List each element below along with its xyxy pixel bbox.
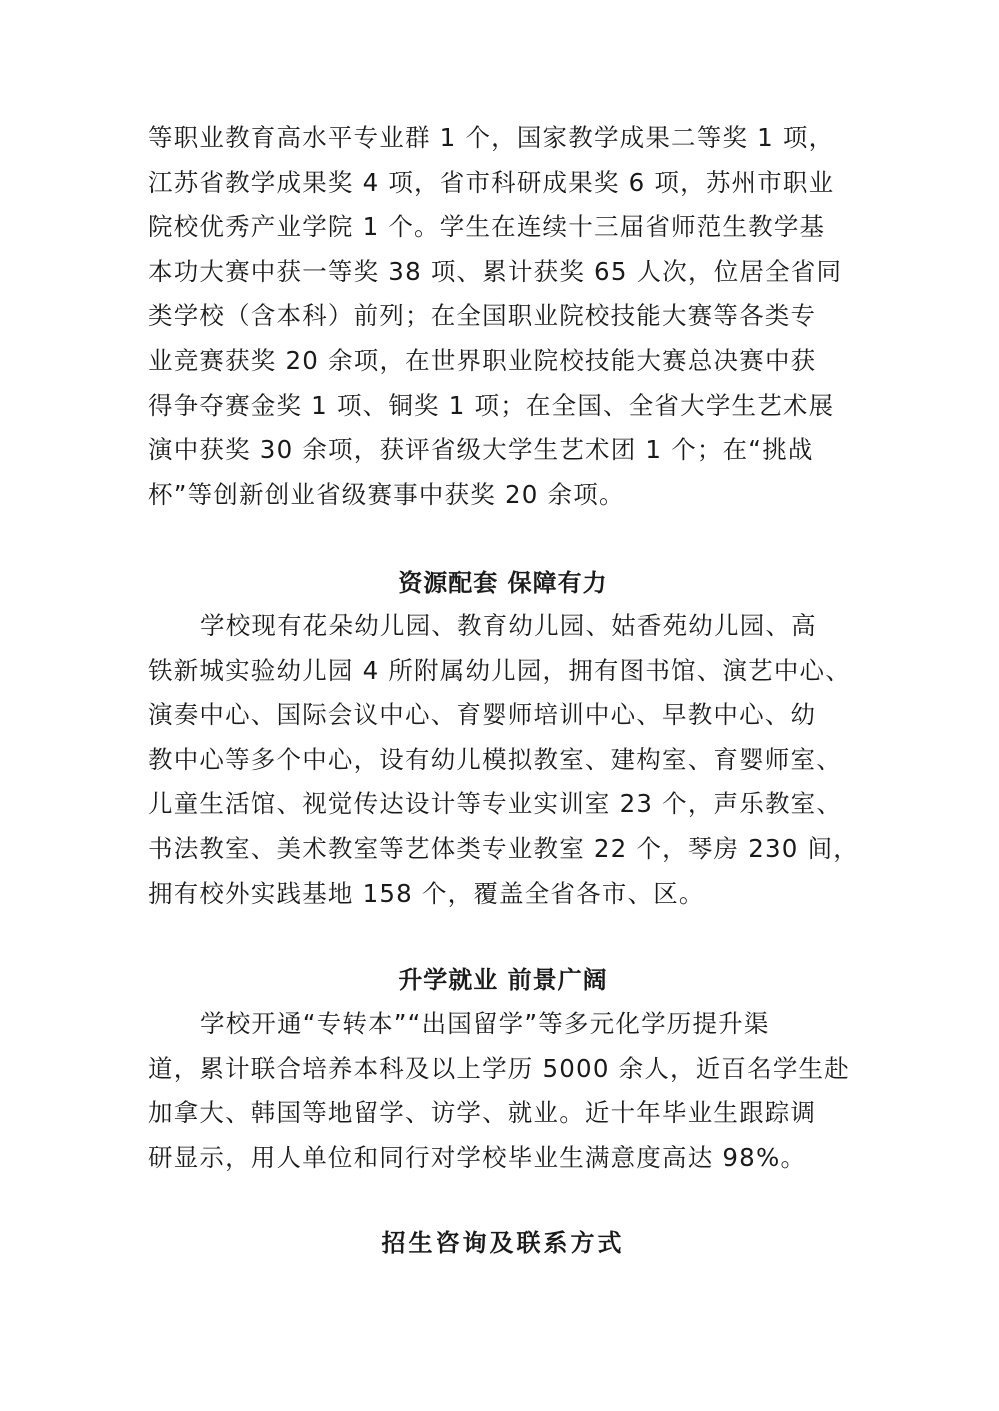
- text-line: 本功大赛中获一等奖 38 项、累计获奖 65 人次，位居全省同: [148, 256, 843, 286]
- resources-paragraph: [148, 604, 858, 916]
- prospects-paragraph: [148, 1002, 858, 1180]
- section-heading-contact: 招生咨询及联系方式: [381, 1229, 625, 1257]
- text-line: 儿童生活馆、视觉传达设计等专业实训室 23 个，声乐教室、: [148, 789, 843, 819]
- text-line: 业竞赛获奖 20 余项，在世界职业院校技能大赛总决赛中获: [148, 345, 817, 375]
- text-line: 等职业教育高水平专业群 1 个，国家教学成果二等奖 1 项，: [148, 123, 835, 152]
- text-line: 书法教室、美术教室等艺体类专业教室 22 个，琴房 230 间，: [148, 833, 859, 863]
- text-line: 杯”等创新创业省级赛事中获奖 20 余项。: [148, 479, 625, 509]
- text-line: 得争夺赛金奖 1 项、铜奖 1 项；在全国、全省大学生艺术展: [148, 390, 835, 420]
- text-line: 加拿大、韩国等地留学、访学、就业。近十年毕业生跟踪调: [148, 1098, 817, 1128]
- text-line: 类学校（含本科）前列；在全国职业院校技能大赛等各类专: [148, 301, 817, 331]
- section-heading-prospects: 升学就业 前景广阔: [398, 966, 608, 994]
- text-line: 演奏中心、国际会议中心、育婴师培训中心、早教中心、幼: [148, 700, 817, 730]
- text-line: 院校优秀产业学院 1 个。学生在连续十三届省师范生教学基: [148, 212, 826, 242]
- section-heading-resources: 资源配套 保障有力: [398, 569, 608, 597]
- text-line: 学校现有花朵幼儿园、教育幼儿园、姑香苑幼儿园、高: [200, 611, 817, 640]
- text-line: 教中心等多个中心，设有幼儿模拟教室、建构室、育婴师室、: [148, 744, 842, 774]
- text-line: 江苏省教学成果奖 4 项，省市科研成果奖 6 项，苏州市职业: [148, 167, 835, 197]
- text-line: 学校开通“专转本”“出国留学”等多元化学历提升渠: [200, 1009, 770, 1038]
- text-line: 道，累计联合培养本科及以上学历 5000 余人，近百名学生赴: [148, 1053, 850, 1083]
- text-line: 演中获奖 30 余项，获评省级大学生艺术团 1 个；在“挑战: [148, 435, 814, 465]
- text-line: 铁新城实验幼儿园 4 所附属幼儿园，拥有图书馆、演艺中心、: [148, 655, 851, 685]
- text-line: 研显示，用人单位和同行对学校毕业生满意度高达 98%。: [148, 1142, 807, 1172]
- text-line: 拥有校外实践基地 158 个，覆盖全省各市、区。: [148, 878, 705, 908]
- achievements-paragraph: [148, 116, 858, 517]
